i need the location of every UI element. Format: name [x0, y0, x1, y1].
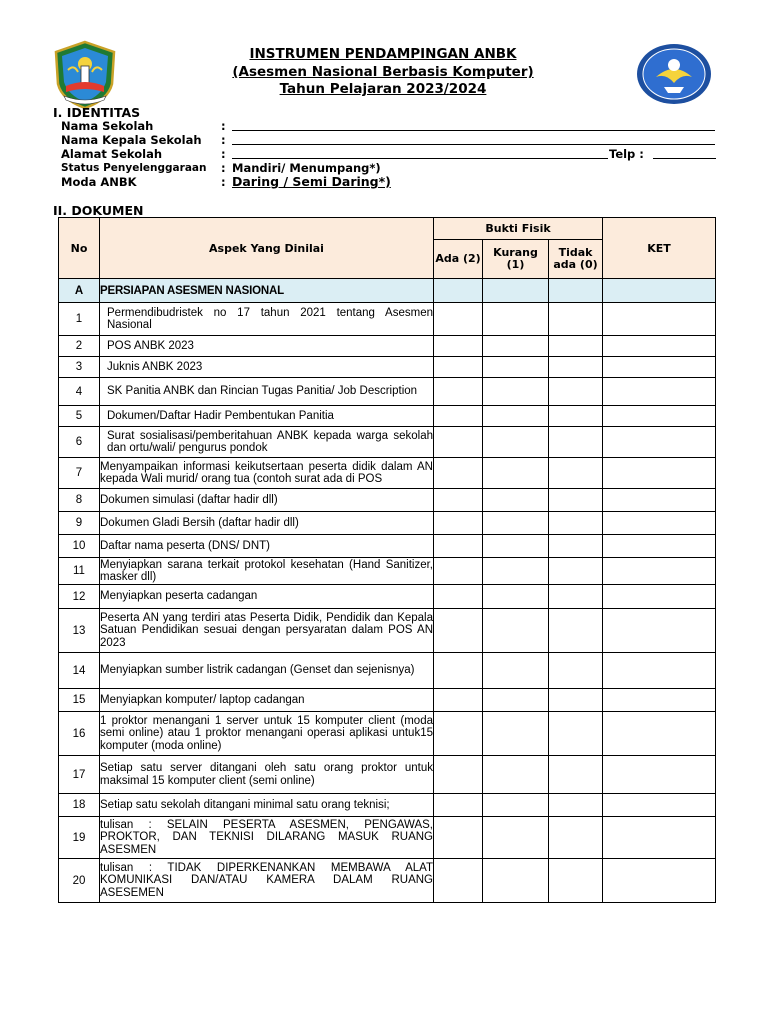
aspek-text: tulisan : SELAIN PESERTA ASESMEN, PENGAWAS, PROKTOR, DAN TEKNISI DILARANG MASUK RUANG ASESMEN — [100, 817, 434, 859]
table-row — [59, 458, 716, 489]
ket-cell[interactable] — [603, 427, 716, 458]
tidak-ada-cell[interactable] — [549, 357, 603, 378]
field-label: Status Penyelenggaraan — [61, 162, 207, 174]
tidak-ada-cell[interactable] — [549, 512, 603, 535]
ada-cell[interactable] — [434, 653, 483, 689]
aspek-text: Menyiapkan komputer/ laptop cadangan — [100, 689, 434, 712]
col-bukti-fisik-header: Bukti Fisik — [434, 218, 603, 240]
aspek-text: Dokumen/Daftar Hadir Pembentukan Panitia — [100, 406, 434, 427]
field-colon: : — [221, 161, 226, 175]
dokumen-heading: II. DOKUMEN — [53, 203, 144, 218]
ket-cell[interactable] — [603, 653, 716, 689]
table-row — [59, 609, 716, 653]
tidak-ada-cell[interactable] — [549, 378, 603, 406]
kurang-cell[interactable] — [483, 585, 549, 609]
row-number: 10 — [59, 535, 100, 558]
academic-year: Tahun Pelajaran 2023/2024 — [279, 81, 487, 97]
tidak-ada-cell[interactable] — [549, 609, 603, 653]
ket-cell[interactable] — [603, 756, 716, 794]
table-row — [59, 512, 716, 535]
ket-cell[interactable] — [603, 378, 716, 406]
fill-line — [232, 130, 715, 131]
document-subtitle: (Asesmen Nasional Berbasis Komputer) — [232, 64, 534, 80]
table-row — [59, 427, 716, 458]
field-colon: : — [221, 147, 226, 161]
aspek-text: Dokumen Gladi Bersih (daftar hadir dll) — [100, 512, 434, 535]
row-number: 9 — [59, 512, 100, 535]
row-number: 19 — [59, 817, 100, 859]
tidak-ada-cell[interactable] — [549, 427, 603, 458]
kurang-cell[interactable] — [483, 336, 549, 357]
ket-cell[interactable] — [603, 512, 716, 535]
ada-cell[interactable] — [434, 378, 483, 406]
ada-cell[interactable] — [434, 859, 483, 903]
row-number: 20 — [59, 859, 100, 903]
aspek-text: Surat sosialisasi/pemberitahuan ANBK kepada warga sekolah dan ortu/wali/ pengurus pondok — [100, 427, 434, 458]
kurang-cell[interactable] — [483, 794, 549, 817]
fill-line — [232, 158, 608, 159]
tidak-ada-cell[interactable] — [549, 794, 603, 817]
ada-cell[interactable] — [434, 279, 483, 303]
tut-wuri-handayani-logo — [636, 43, 712, 105]
ada-cell[interactable] — [434, 712, 483, 756]
section-a-row — [59, 279, 716, 303]
table-row — [59, 535, 716, 558]
row-number: 18 — [59, 794, 100, 817]
table-row — [59, 712, 716, 756]
field-label: Nama Kepala Sekolah — [61, 133, 202, 147]
ket-cell[interactable] — [603, 303, 716, 336]
tidak-ada-cell[interactable] — [549, 558, 603, 585]
ket-cell[interactable] — [603, 689, 716, 712]
tidak-ada-cell[interactable] — [549, 279, 603, 303]
identitas-heading: I. IDENTITAS — [53, 105, 141, 120]
kurang-cell[interactable] — [483, 378, 549, 406]
aspek-text: Daftar nama peserta (DNS/ DNT) — [100, 535, 434, 558]
kurang-cell[interactable] — [483, 609, 549, 653]
kurang-cell[interactable] — [483, 512, 549, 535]
ada-cell[interactable] — [434, 427, 483, 458]
row-number: 14 — [59, 653, 100, 689]
tidak-ada-cell[interactable] — [549, 336, 603, 357]
row-number: 6 — [59, 427, 100, 458]
tidak-ada-cell[interactable] — [549, 585, 603, 609]
table-row — [59, 756, 716, 794]
kurang-cell[interactable] — [483, 859, 549, 903]
status-penyelenggaraan-value: Mandiri/ Menumpang*) — [232, 161, 381, 175]
ada-cell[interactable] — [434, 303, 483, 336]
kurang-cell[interactable] — [483, 756, 549, 794]
field-label: Nama Sekolah — [61, 119, 154, 133]
ket-cell[interactable] — [603, 794, 716, 817]
alamat-sekolah-field[interactable] — [61, 147, 715, 161]
nama-kepala-sekolah-field[interactable] — [61, 133, 715, 147]
table-row — [59, 336, 716, 357]
tidak-ada-cell[interactable] — [549, 406, 603, 427]
assessment-table — [58, 217, 716, 903]
section-a-title: PERSIAPAN ASESMEN NASIONAL — [100, 279, 434, 303]
table-row — [59, 357, 716, 378]
ada-cell[interactable] — [434, 558, 483, 585]
nama-sekolah-field[interactable] — [61, 119, 715, 133]
telp-label: Telp : — [609, 147, 644, 161]
section-a-no: A — [59, 279, 100, 303]
tidak-ada-cell[interactable] — [549, 653, 603, 689]
table-row — [59, 653, 716, 689]
kurang-cell[interactable] — [483, 558, 549, 585]
row-number: 13 — [59, 609, 100, 653]
ket-cell[interactable] — [603, 859, 716, 903]
kurang-cell[interactable] — [483, 458, 549, 489]
kurang-cell[interactable] — [483, 489, 549, 512]
ket-cell[interactable] — [603, 535, 716, 558]
kurang-cell[interactable] — [483, 689, 549, 712]
ada-cell[interactable] — [434, 489, 483, 512]
kurang-cell[interactable] — [483, 406, 549, 427]
aspek-text: Menyiapkan sumber listrik cadangan (Genset dan sejenisnya) — [100, 653, 434, 689]
row-number: 3 — [59, 357, 100, 378]
ada-cell[interactable] — [434, 336, 483, 357]
ket-cell[interactable] — [603, 817, 716, 859]
aspek-text: Setiap satu server ditangani oleh satu orang proktor untuk maksimal 15 komputer client (semi online) — [100, 756, 434, 794]
row-number: 11 — [59, 558, 100, 585]
tidak-ada-cell[interactable] — [549, 489, 603, 512]
kurang-cell[interactable] — [483, 653, 549, 689]
aspek-text: tulisan : TIDAK DIPERKENANKAN MEMBAWA ALAT KOMUNIKASI DAN/ATAU KAMERA DALAM RUANG ASESEMEN — [100, 859, 434, 903]
ada-cell[interactable] — [434, 512, 483, 535]
tidak-ada-cell[interactable] — [549, 535, 603, 558]
kurang-cell[interactable] — [483, 817, 549, 859]
ada-cell[interactable] — [434, 458, 483, 489]
tidak-ada-cell[interactable] — [549, 303, 603, 336]
aspek-text: Juknis ANBK 2023 — [100, 357, 434, 378]
ket-cell[interactable] — [603, 357, 716, 378]
table-row — [59, 489, 716, 512]
kurang-cell[interactable] — [483, 535, 549, 558]
table-row — [59, 406, 716, 427]
tidak-ada-cell[interactable] — [549, 859, 603, 903]
aspek-text: POS ANBK 2023 — [100, 336, 434, 357]
kurang-cell[interactable] — [483, 712, 549, 756]
row-number: 7 — [59, 458, 100, 489]
ket-cell[interactable] — [603, 585, 716, 609]
ket-cell[interactable] — [603, 609, 716, 653]
aspek-text: 1 proktor menangani 1 server untuk 15 komputer client (moda semi online) atau 1 proktor menangani operasi aplikasi untuk15 komputer (moda online) — [100, 712, 434, 756]
ada-cell[interactable] — [434, 817, 483, 859]
ket-cell[interactable] — [603, 712, 716, 756]
table-row — [59, 817, 716, 859]
table-row — [59, 585, 716, 609]
field-colon: : — [221, 133, 226, 147]
col-ket-header: KET — [603, 218, 716, 279]
col-aspek-header: Aspek Yang Dinilai — [100, 218, 434, 279]
tidak-ada-cell[interactable] — [549, 756, 603, 794]
ada-cell[interactable] — [434, 689, 483, 712]
ada-cell[interactable] — [434, 357, 483, 378]
field-label: Alamat Sekolah — [61, 147, 163, 161]
table-row — [59, 689, 716, 712]
row-number: 15 — [59, 689, 100, 712]
ada-cell[interactable] — [434, 609, 483, 653]
col-kurang-header: Kurang (1) — [483, 240, 549, 279]
col-no-header: No — [59, 218, 100, 279]
ada-cell[interactable] — [434, 756, 483, 794]
aspek-text: Menyiapkan sarana terkait protokol kesehatan (Hand Sanitizer, masker dll) — [100, 558, 433, 583]
aspek-text: SK Panitia ANBK dan Rincian Tugas Panitia/ Job Description — [100, 378, 434, 406]
tidak-ada-cell[interactable] — [549, 712, 603, 756]
row-number: 16 — [59, 712, 100, 756]
fill-line — [232, 144, 715, 145]
table-row — [59, 859, 716, 903]
ada-cell[interactable] — [434, 585, 483, 609]
document-title: INSTRUMEN PENDAMPINGAN ANBK — [249, 46, 517, 62]
row-number: 17 — [59, 756, 100, 794]
table-row — [59, 794, 716, 817]
ada-cell[interactable] — [434, 535, 483, 558]
telp-fill-line — [653, 158, 716, 159]
ket-cell[interactable] — [603, 406, 716, 427]
col-ada-header: Ada (2) — [434, 240, 483, 279]
col-tidak-ada-header: Tidak ada (0) — [549, 240, 603, 279]
ket-cell[interactable] — [603, 458, 716, 489]
row-number: 8 — [59, 489, 100, 512]
aspek-text: Dokumen simulasi (daftar hadir dll) — [100, 489, 434, 512]
ket-cell[interactable] — [603, 489, 716, 512]
field-label: Moda ANBK — [61, 175, 137, 189]
tidak-ada-cell[interactable] — [549, 817, 603, 859]
kurang-cell[interactable] — [483, 279, 549, 303]
ada-cell[interactable] — [434, 406, 483, 427]
table-row — [59, 378, 716, 406]
aspek-text: Menyampaikan informasi keikutsertaan peserta didik dalam AN kepada Wali murid/ orang tua (contoh surat ada di POS — [100, 458, 434, 489]
field-colon: : — [221, 119, 226, 133]
east-java-emblem-logo — [52, 40, 118, 110]
aspek-text: Menyiapkan peserta cadangan — [100, 585, 434, 609]
table-row — [59, 558, 716, 585]
ada-cell[interactable] — [434, 794, 483, 817]
aspek-text: Permendibudristek no 17 tahun 2021 tentang Asesmen Nasional — [100, 303, 434, 336]
field-colon: : — [221, 175, 226, 189]
aspek-text: Peserta AN yang terdiri atas Peserta Didik, Pendidik dan Kepala Satuan Pendidikan sesuai dengan persyaratan dalam POS AN 2023 — [100, 609, 434, 653]
ket-cell[interactable] — [603, 279, 716, 303]
row-number: 12 — [59, 585, 100, 609]
aspek-text: Setiap satu sekolah ditangani minimal satu orang teknisi; — [100, 794, 434, 817]
ket-cell[interactable] — [603, 336, 716, 357]
row-number: 2 — [59, 336, 100, 357]
kurang-cell[interactable] — [483, 427, 549, 458]
moda-anbk-value: Daring / Semi Daring*) — [232, 174, 391, 189]
kurang-cell[interactable] — [483, 357, 549, 378]
tidak-ada-cell[interactable] — [549, 458, 603, 489]
row-number: 1 — [59, 303, 100, 336]
tidak-ada-cell[interactable] — [549, 689, 603, 712]
row-number: 5 — [59, 406, 100, 427]
table-row — [59, 303, 716, 336]
row-number: 4 — [59, 378, 100, 406]
ket-cell[interactable] — [603, 558, 716, 585]
kurang-cell[interactable] — [483, 303, 549, 336]
